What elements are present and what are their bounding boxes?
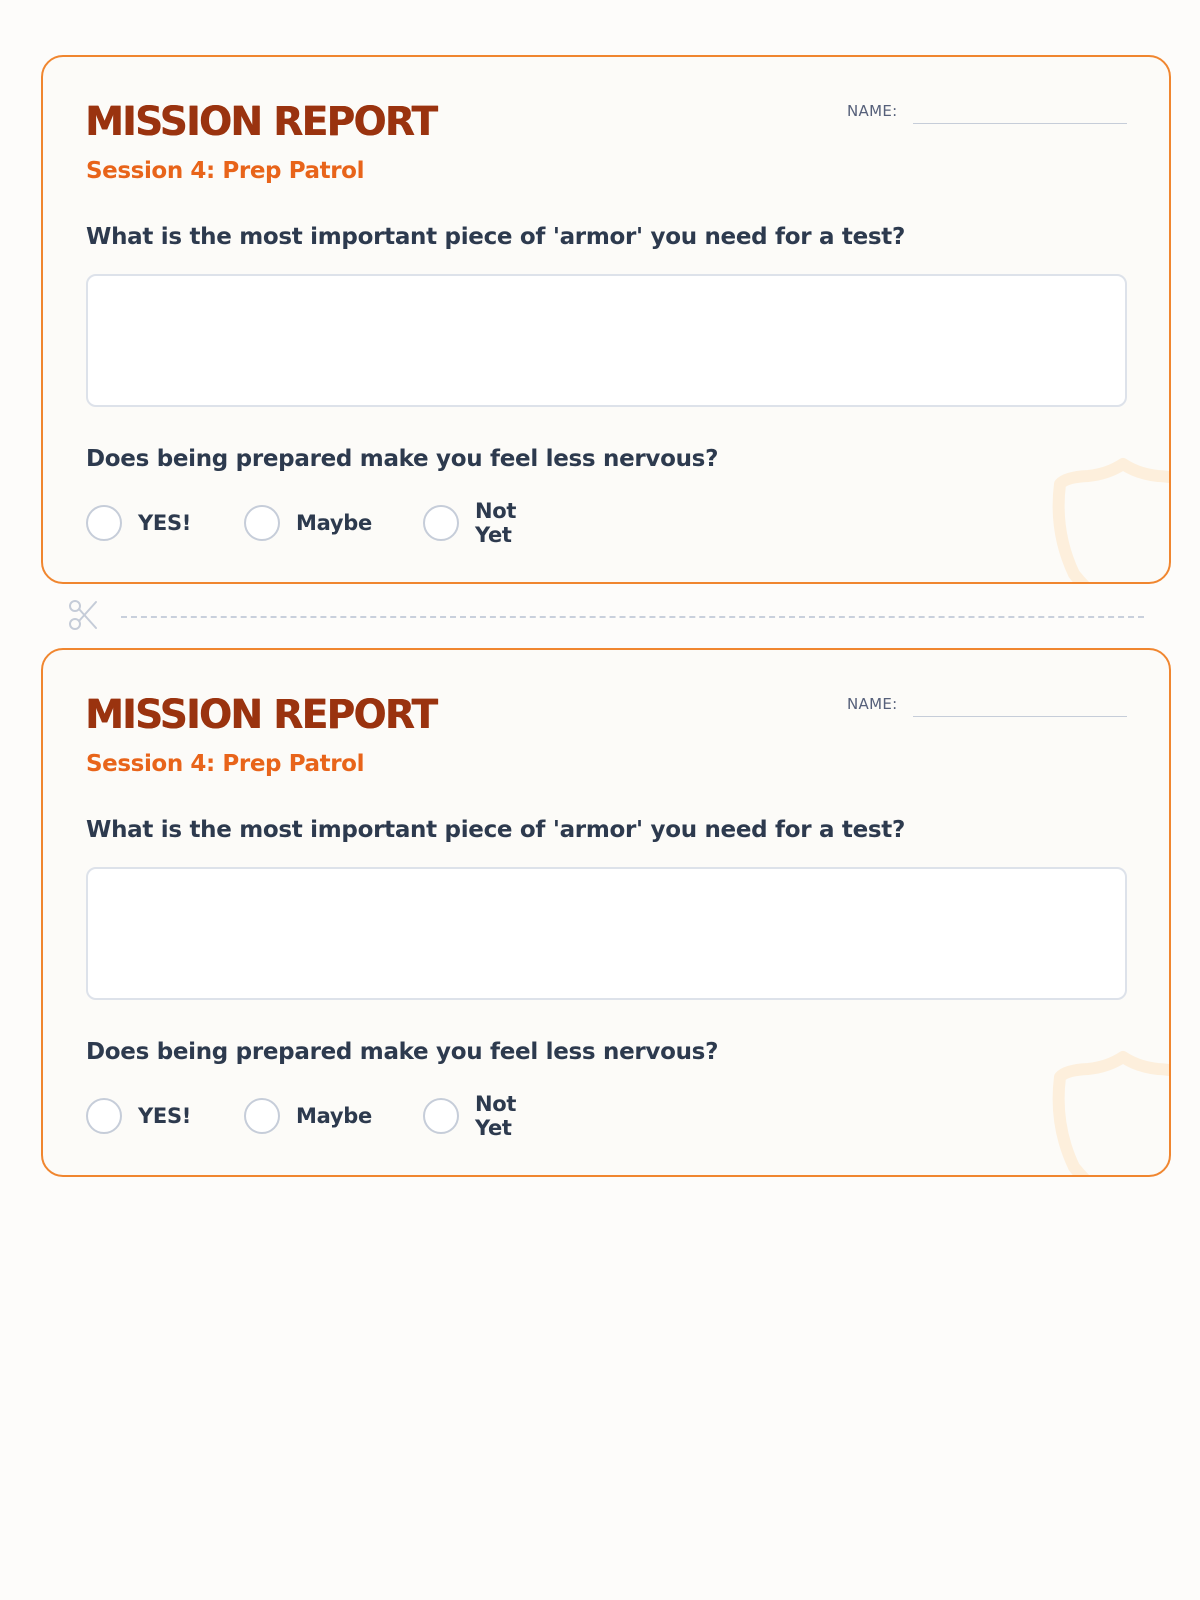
radio-button[interactable] xyxy=(423,1098,459,1134)
card-subtitle: Session 4: Prep Patrol xyxy=(86,751,365,777)
radio-button[interactable] xyxy=(423,505,459,541)
radio-button[interactable] xyxy=(244,505,280,541)
option-yes[interactable] xyxy=(86,503,191,543)
name-label: NAME: xyxy=(847,695,898,713)
question-armor: What is the most important piece of 'armor' you need for a test? xyxy=(86,817,906,843)
radio-button[interactable] xyxy=(86,1098,122,1134)
option-label: Not Yet xyxy=(475,499,517,547)
radio-button[interactable] xyxy=(86,505,122,541)
option-yes[interactable] xyxy=(86,1096,191,1136)
scissors-icon xyxy=(68,598,98,632)
cut-line xyxy=(68,598,1144,632)
option-label: Maybe xyxy=(296,1104,372,1128)
name-field[interactable] xyxy=(913,123,1127,124)
card-title: MISSION REPORT xyxy=(85,692,437,738)
question-nervous: Does being prepared make you feel less nervous? xyxy=(86,446,719,472)
option-label: YES! xyxy=(138,1104,192,1128)
shield-icon xyxy=(1048,452,1171,584)
option-label: Maybe xyxy=(296,511,372,535)
shield-icon xyxy=(1048,1045,1171,1177)
option-maybe[interactable] xyxy=(244,503,372,543)
name-field[interactable] xyxy=(913,716,1127,717)
name-label: NAME: xyxy=(847,102,898,120)
option-label: YES! xyxy=(138,511,192,535)
option-not-yet[interactable] xyxy=(423,499,517,547)
option-label: Not Yet xyxy=(475,1092,517,1140)
answer-box[interactable] xyxy=(86,274,1127,407)
question-armor: What is the most important piece of 'armor' you need for a test? xyxy=(86,224,906,250)
dashed-cut-line xyxy=(121,616,1144,618)
option-not-yet[interactable] xyxy=(423,1092,517,1140)
mission-report-card xyxy=(41,55,1171,584)
option-maybe[interactable] xyxy=(244,1096,372,1136)
answer-box[interactable] xyxy=(86,867,1127,1000)
mission-report-card xyxy=(41,648,1171,1177)
card-title: MISSION REPORT xyxy=(85,99,437,145)
radio-button[interactable] xyxy=(244,1098,280,1134)
card-subtitle: Session 4: Prep Patrol xyxy=(86,158,365,184)
question-nervous: Does being prepared make you feel less nervous? xyxy=(86,1039,719,1065)
